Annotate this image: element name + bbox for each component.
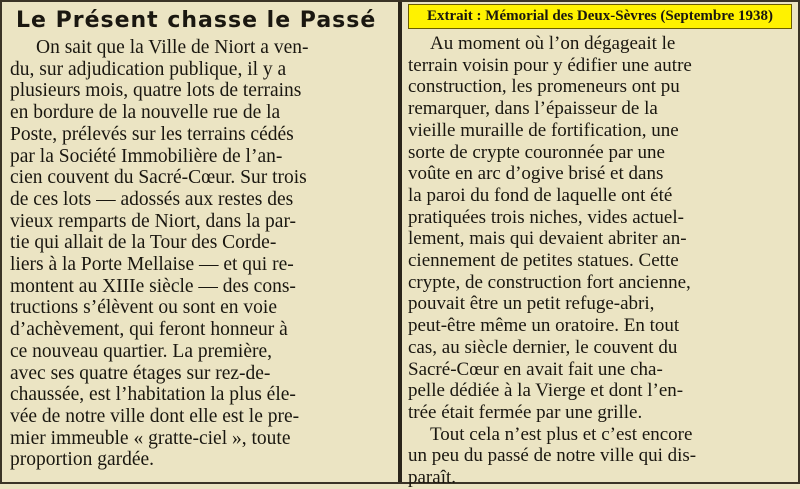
text-line: par la Société Immobilière de l’an- [10,145,283,167]
text-line: avec ses quatre étages sur rez-de- [10,362,271,384]
text-line: Au moment où l’on dégageait le [430,33,676,54]
text-line: construction, les promeneurs ont pu [408,76,680,98]
text-line: d’achèvement, qui feront honneur à [10,319,288,341]
text-line: de ces lots — adossés aux restes des [10,188,294,210]
text-line: peut-être même un oratoire. En tout [408,315,680,337]
text-line: chaussée, est l’habitation la plus éle- [10,384,296,406]
text-line: paraît. [408,467,457,489]
text-line: pelle dédiée à la Vierge et dont l’en- [408,380,684,402]
text-line: voûte en arc d’ogive brisé et dans [408,163,664,185]
text-line: du, sur adjudication publique, il y a [10,58,287,80]
text-line: lement, mais qui devaient abriter an- [408,228,687,250]
right-article [402,2,798,489]
article-title: Le Présent chasse le Passé [16,8,377,33]
text-line: proportion gardée. [10,449,155,471]
text-line: tie qui allait de la Tour des Corde- [10,232,277,254]
text-line: pratiquées trois niches, vides actuel- [408,206,684,228]
left-article [2,2,398,482]
text-line: vieille muraille de fortification, une [408,119,679,141]
text-line: liers à la Porte Mellaise — et qui re- [10,254,294,276]
text-line: trée était fermée par une grille. [408,401,643,423]
text-line: vée de notre ville dont elle est le pre- [10,405,300,427]
text-line: terrain voisin pour y édifier une autre [408,54,692,76]
text-line: On sait que la Ville de Niort a ven- [36,37,309,58]
source-label: Extrait : Mémorial des Deux-Sèvres (Septembre 1938) [408,4,792,29]
text-line: sorte de crypte couronnée par une [408,141,665,163]
text-line: plusieurs mois, quatre lots de terrains [10,80,302,102]
text-line: Sacré-Cœur en avait fait une cha- [408,358,663,380]
text-line: pouvait être un petit refuge-abri, [408,293,655,315]
text-line: cas, au siècle dernier, le couvent du [408,336,678,358]
text-line: en bordure de la nouvelle rue de la [10,102,281,124]
text-line: montent au XIIIe siècle — des cons- [10,275,296,297]
text-line: vieux remparts de Niort, dans la par- [10,210,297,232]
text-line: remarquer, dans l’épaisseur de la [408,98,658,120]
text-line: Tout cela n’est plus et c’est encore [430,423,693,445]
left-article-body [10,37,392,471]
text-line: tructions s’élèvent ou sont en voie [10,297,277,319]
text-line: ce nouveau quartier. La première, [10,340,273,362]
text-line: crypte, de construction fort ancienne, [408,271,691,293]
text-line: cien couvent du Sacré-Cœur. Sur trois [10,167,307,189]
text-line: mier immeuble « gratte-ciel », toute [10,427,291,449]
text-line: la paroi du fond de laquelle ont été [408,184,673,206]
right-article-body [408,33,792,489]
text-line: Poste, prélevés sur les terrains cédés [10,123,294,145]
text-line: un peu du passé de notre ville qui dis- [408,445,697,467]
text-line: ciennement de petites statues. Cette [408,250,679,272]
